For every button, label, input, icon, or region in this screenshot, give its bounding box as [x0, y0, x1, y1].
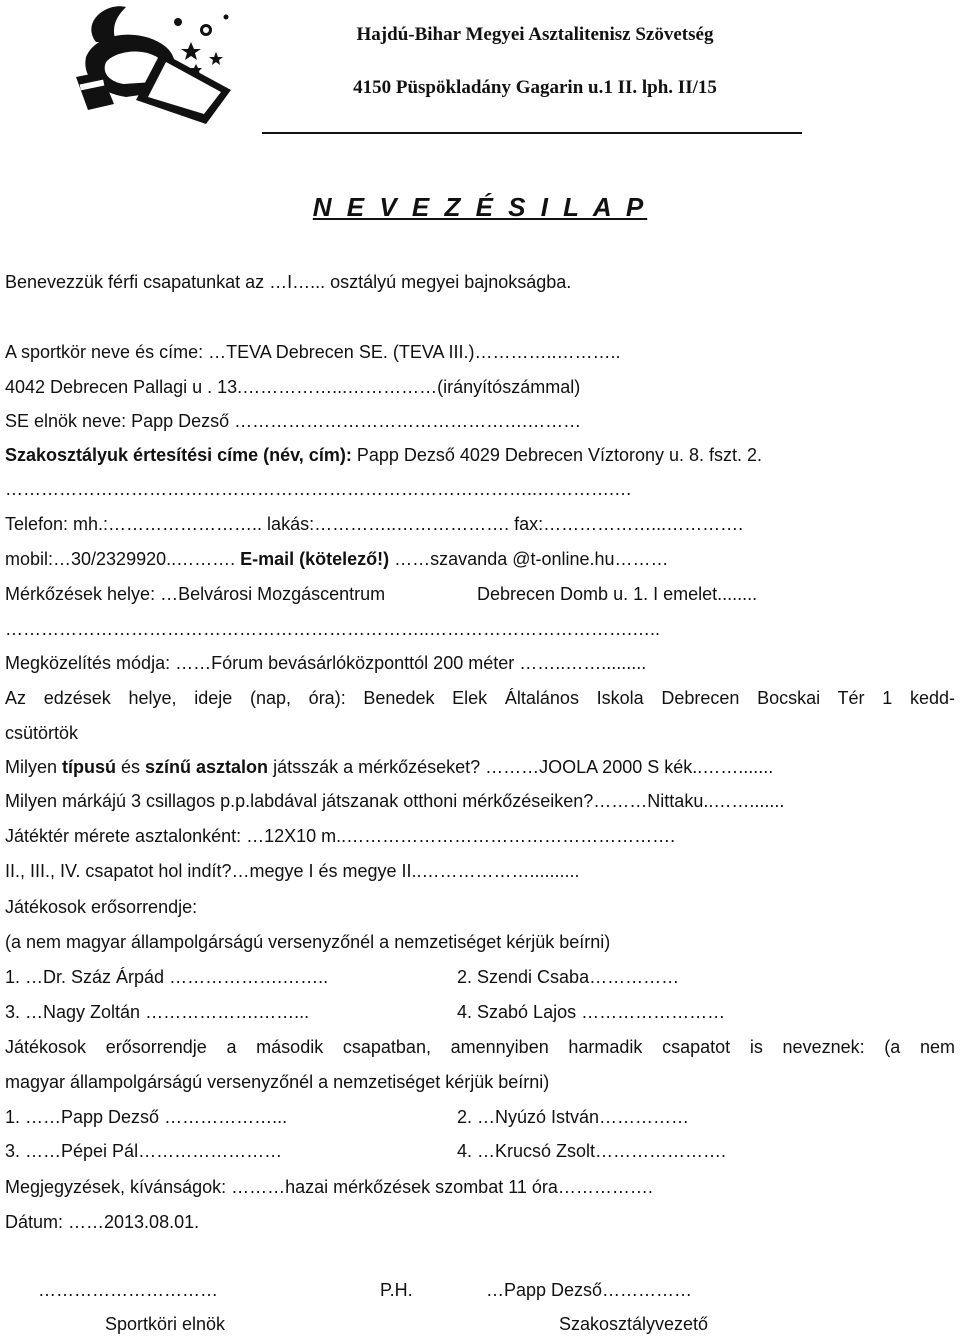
header-rule	[262, 132, 802, 134]
table-type-text-2: és	[116, 757, 146, 777]
player-order-heading: Játékosok erősorrendje:	[5, 897, 198, 917]
training-line: Az edzések helye, ideje (nap, óra): Benedek Elek Általános Iskola Debrecen Bocskai Tér 1 kedd-	[5, 688, 955, 708]
playing-area-line: Játéktér mérete asztalonként: …12X10 m..……………………………………………….	[5, 826, 676, 846]
date-line: Dátum: ……2013.08.01.	[5, 1212, 200, 1232]
dotted-line-2: ……………………………………………………………..…………………………….…..	[5, 619, 661, 639]
email-label: E-mail (kötelező!)	[235, 549, 390, 569]
section-leader-label: Szakosztályvezető	[559, 1314, 709, 1334]
league-entry-line: Benevezzük férfi csapatunkat az …I…... osztályú megyei bajnokságba.	[5, 272, 572, 292]
table-type-text-3: játsszák a mérkőzéseket? ………JOOLA 2000 S kék..…….......	[268, 757, 774, 777]
notification-address-value: Papp Dezső 4029 Debrecen Víztorony u. 8. fszt. 2.	[351, 445, 763, 465]
player-1: 1. …Dr. Száz Árpád ……………….……..	[5, 967, 329, 987]
second-player-2: 2. …Nyúzó István……………	[457, 1107, 690, 1127]
president-line: SE elnök neve: Papp Dezső ………………………………………….………	[5, 411, 582, 431]
dotted-line-1: ……………………………………………………………………………..………….…	[5, 479, 633, 499]
organization-address: 4150 Püspökladány Gagarin u.1 II. lph. II/15	[353, 77, 717, 98]
club-address-line: 4042 Debrecen Pallagi u . 13.……………...……………(irányítószámmal)	[5, 377, 581, 397]
table-type-bold-1: típusú	[62, 757, 117, 777]
second-player-1: 1. ……Papp Dezső ………………...	[5, 1107, 288, 1127]
other-teams-line: II., III., IV. csapatot hol indít?…megye I és megye II..………………..........	[5, 861, 580, 881]
club-president-label: Sportköri elnök	[105, 1314, 226, 1334]
table-type-text-1: Milyen	[5, 757, 63, 777]
remarks-line: Megjegyzések, kívánságok: ………hazai mérkőzések szombat 11 óra…………….	[5, 1177, 653, 1197]
notification-address-line	[5, 444, 762, 466]
table-type-bold-2: színű asztalon	[145, 757, 269, 777]
second-team-order-line: Játékosok erősorrendje a második csapatban, amennyiben harmadik csapatot is neveznek: (a nem	[5, 1037, 955, 1057]
phone-line: Telefon: mh.:…………………….. lakás:…………..………………. fax:………………...………….	[5, 514, 744, 534]
second-team-order-line-cont: magyar állampolgárságú versenyzőnél a nemzetiséget kérjük beírni)	[5, 1072, 550, 1092]
player-2: 2. Szendi Csaba……………	[457, 967, 680, 987]
notification-address-label: Szakosztályuk értesítési címe (név, cím):	[5, 445, 352, 465]
training-line-cont: csütörtök	[5, 723, 79, 743]
venue-address: Debrecen Domb u. 1. I emelet........	[477, 584, 758, 604]
access-line: Megközelítés módja: ……Fórum bevásárlóközponttól 200 méter ……..…….........	[5, 653, 647, 673]
organization-name: Hajdú-Bihar Megyei Asztalitenisz Szövetség	[356, 24, 714, 45]
mobile-email-line	[5, 548, 669, 570]
club-name-line: A sportkör neve és címe: …TEVA Debrecen SE. (TEVA III.)…………..………..	[5, 342, 621, 362]
table-type-line	[5, 756, 773, 778]
venue-line: Mérkőzések helye: …Belvárosi Mozgáscentrum	[5, 584, 386, 604]
form-title: N E V E Z É S I L A P	[312, 192, 648, 222]
mobile-value: mobil:…30/2329920..……….	[5, 549, 236, 569]
player-4: 4. Szabó Lajos ……………………	[457, 1002, 726, 1022]
player-3: 3. …Nagy Zoltán ……………….……...	[5, 1002, 310, 1022]
ball-brand-line: Milyen márkájú 3 csillagos p.p.labdával játszanak otthoni mérkőzéseiken?………Nittaku..…….......	[5, 791, 785, 811]
signature-dots-right: …Papp Dezső……………	[486, 1280, 693, 1300]
stamp-placeholder: P.H.	[380, 1280, 413, 1300]
second-player-3: 3. ……Pépei Pál……………………	[5, 1141, 283, 1161]
association-logo	[66, 2, 236, 127]
signature-dots-left: …………………………	[38, 1280, 218, 1300]
email-value: ……szavanda @t-online.hu………	[389, 549, 669, 569]
nationality-note: (a nem magyar állampolgárságú versenyzőnél a nemzetiséget kérjük beírni)	[5, 932, 611, 952]
second-player-4: 4. …Krucsó Zsolt………………….	[457, 1141, 727, 1161]
